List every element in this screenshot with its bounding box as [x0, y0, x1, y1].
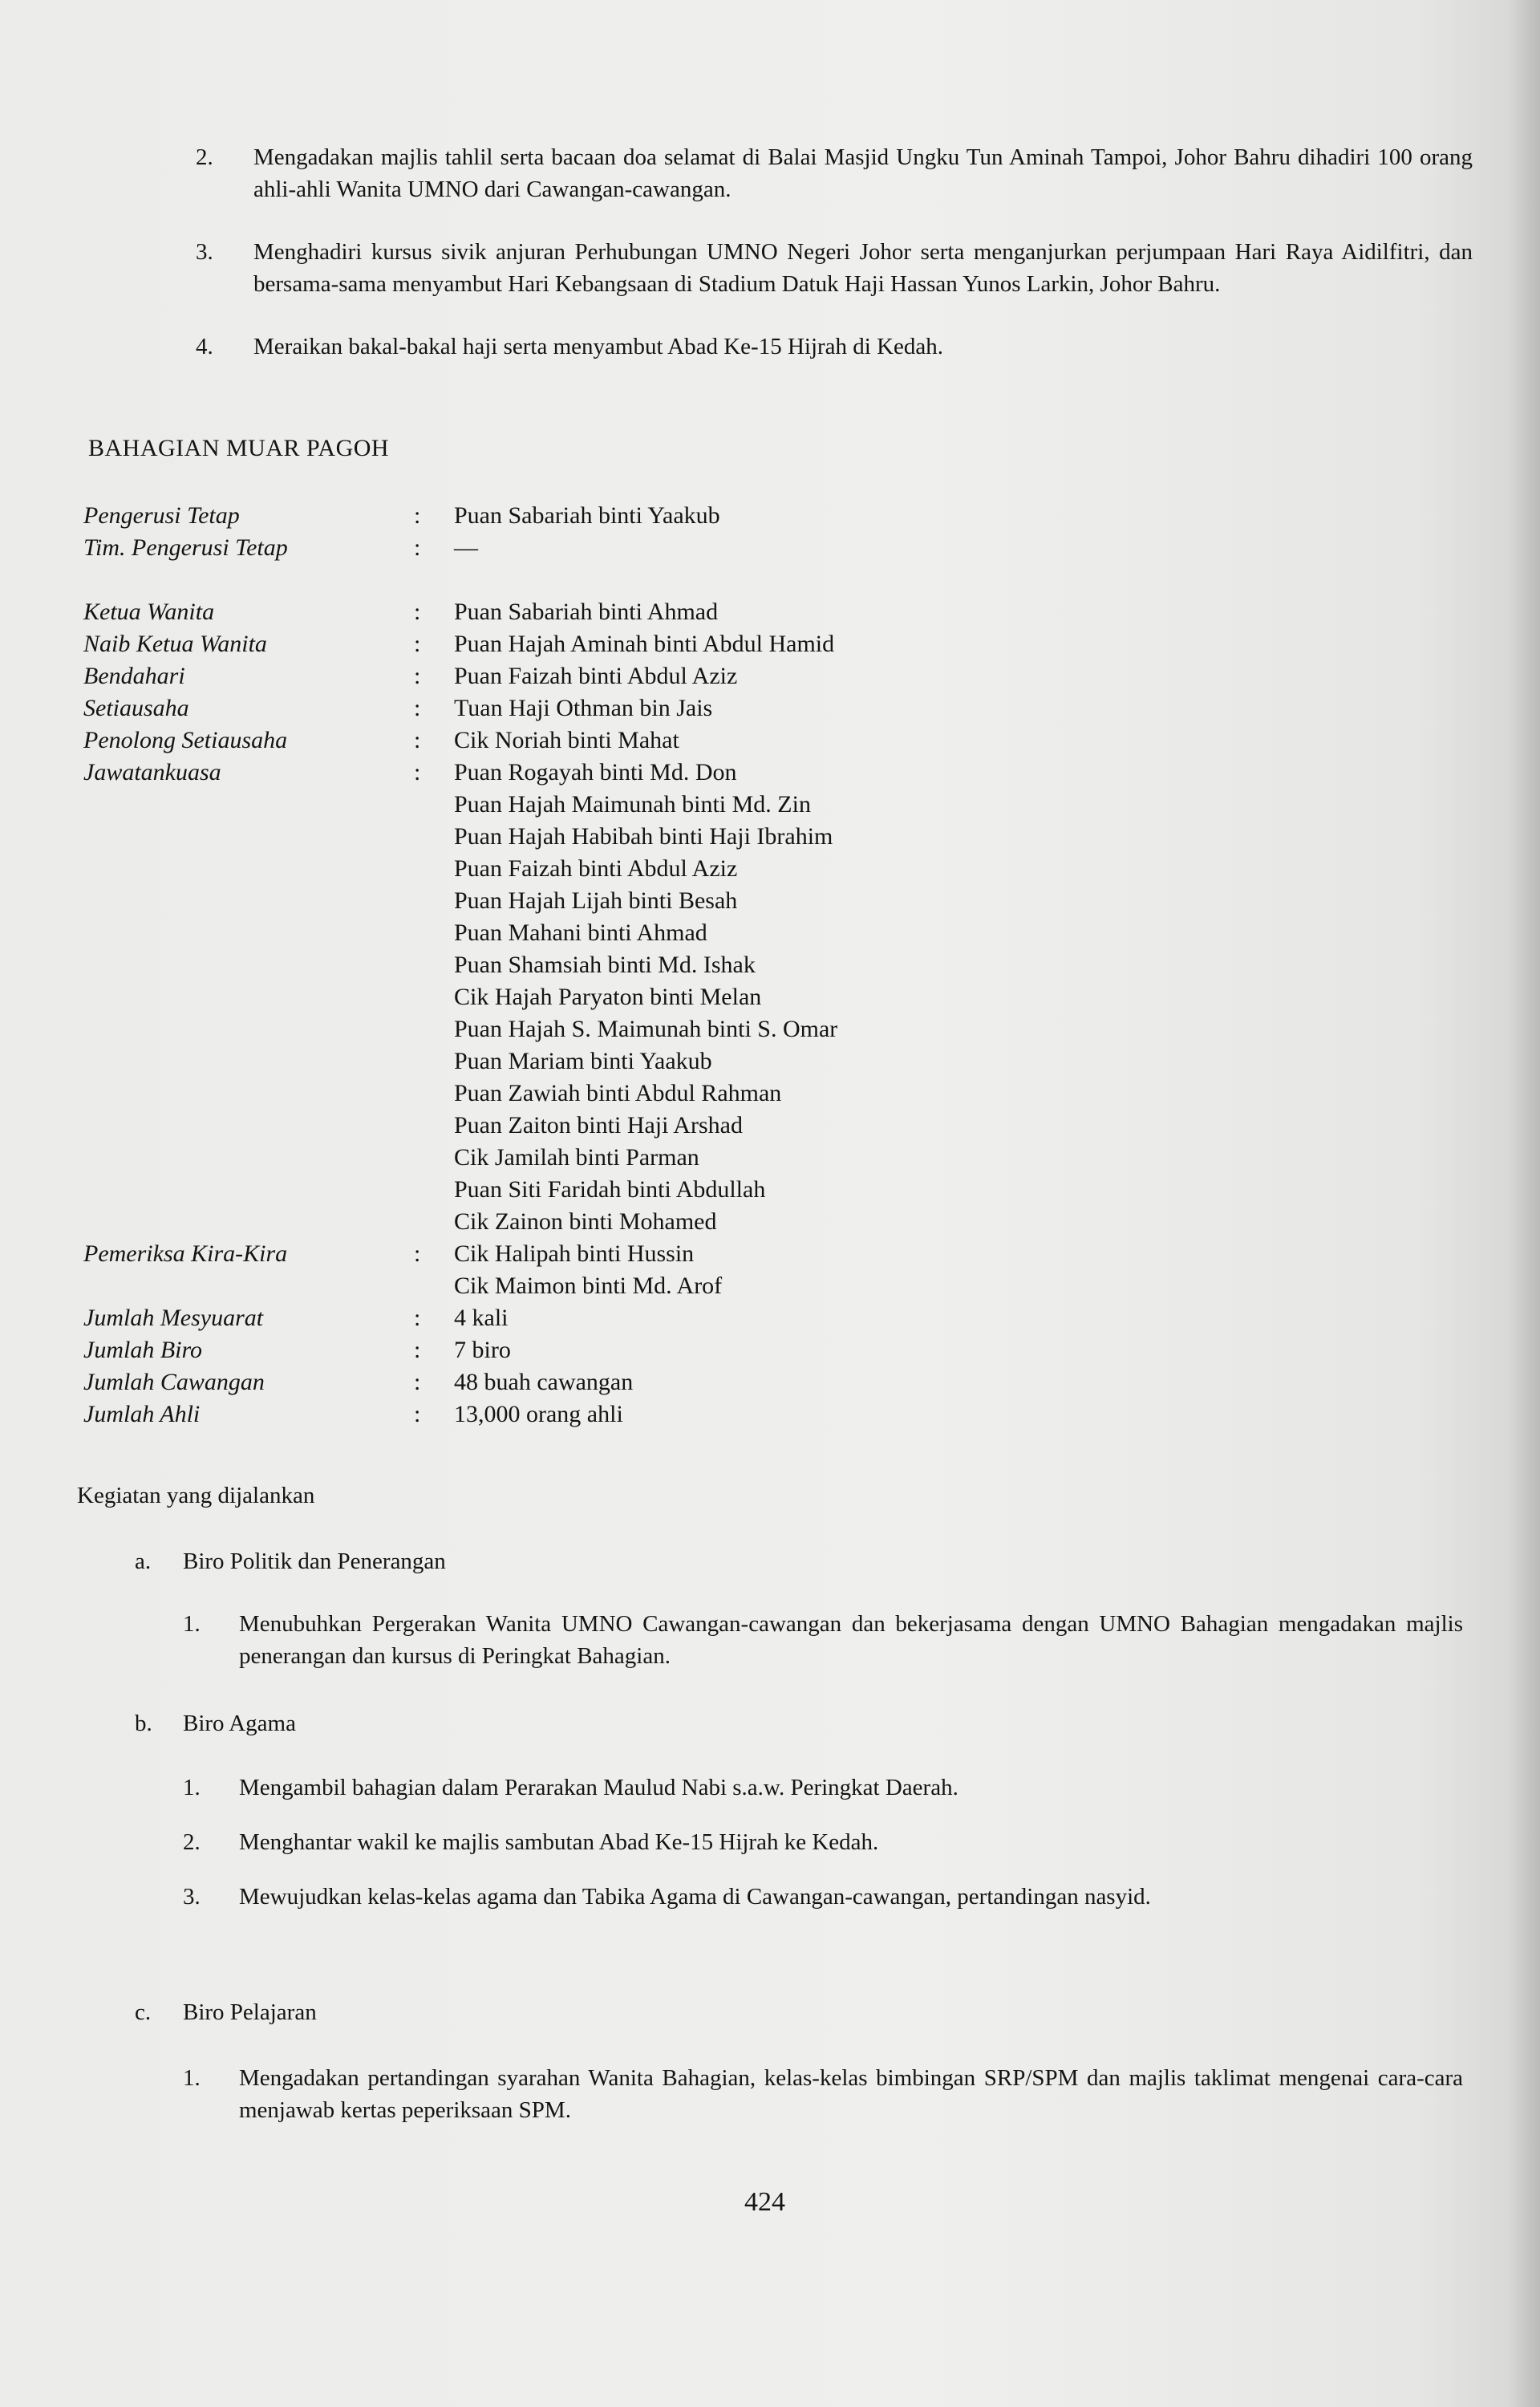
officer-row — [83, 1398, 1015, 1431]
officer-colon: : — [414, 1337, 421, 1363]
section-heading: Biro Politik dan Penerangan — [183, 1549, 446, 1574]
officer-role — [83, 1270, 414, 1302]
officer-row — [83, 1045, 1015, 1078]
officer-name: Puan Mahani binti Ahmad — [454, 919, 707, 946]
officer-name — [454, 564, 1015, 596]
officer-role: Ketua Wanita — [83, 599, 215, 625]
officer-colon: : — [414, 1369, 421, 1395]
officer-row — [83, 532, 1015, 564]
list-item — [183, 1608, 1463, 1672]
officer-row — [83, 1110, 1015, 1142]
officer-row — [83, 500, 1015, 532]
officer-colon — [414, 917, 454, 949]
officer-name: Puan Sabariah binti Yaakub — [454, 502, 720, 529]
officer-row — [83, 692, 1015, 725]
officer-role — [83, 821, 414, 853]
officer-name: Puan Shamsiah binti Md. Ishak — [454, 952, 756, 978]
officer-colon — [414, 789, 454, 821]
officer-row — [83, 1302, 1015, 1334]
officer-name: Cik Noriah binti Mahat — [454, 727, 679, 753]
officer-role — [83, 853, 414, 885]
item-text: Menghadiri kursus sivik anjuran Perhubungan UMNO Negeri Johor serta menganjurkan perjumpaan Hari Raya Aidilfitri, dan bersama-sama menyambut Hari Kebangsaan di Stadium Datuk Haji Hassan Yunos Larkin, Johor Bahru. — [253, 239, 1473, 297]
top-items-list — [196, 141, 1473, 363]
officer-colon: : — [414, 599, 421, 625]
officer-name: Puan Hajah Lijah binti Besah — [454, 887, 738, 914]
officer-row — [83, 949, 1015, 981]
officer-colon: : — [414, 1240, 421, 1267]
item-text: Meraikan bakal-bakal haji serta menyambut Abad Ke-15 Hijrah di Kedah. — [253, 334, 944, 359]
officer-colon: : — [414, 695, 421, 721]
officer-name: Puan Mariam binti Yaakub — [454, 1048, 712, 1074]
officer-name: — — [454, 534, 478, 561]
item-text: Mengadakan pertandingan syarahan Wanita Bahagian, kelas-kelas bimbingan SRP/SPM dan majlis taklimat mengenai cara-cara menjawab kertas peperiksaan SPM. — [239, 2065, 1463, 2123]
officer-name: Cik Maimon binti Md. Arof — [454, 1273, 723, 1299]
officer-name: Puan Rogayah binti Md. Don — [454, 759, 737, 785]
officer-role: Jumlah Mesyuarat — [83, 1305, 264, 1331]
item-number: 3. — [183, 1884, 201, 1910]
officer-colon — [414, 821, 454, 853]
officer-colon — [414, 949, 454, 981]
officer-colon: : — [414, 663, 421, 689]
officer-role — [83, 1045, 414, 1078]
officer-name: Puan Hajah Habibah binti Haji Ibrahim — [454, 823, 833, 850]
officer-row — [83, 789, 1015, 821]
officer-colon — [414, 981, 454, 1013]
officer-role: Jumlah Ahli — [83, 1401, 201, 1427]
officer-role — [83, 885, 414, 917]
section-b-header — [135, 1707, 296, 1739]
officer-row — [83, 821, 1015, 853]
officer-role — [83, 1174, 414, 1206]
section-heading: Biro Agama — [183, 1711, 296, 1736]
officer-role: Jumlah Cawangan — [83, 1369, 265, 1395]
officer-name: Puan Sabariah binti Ahmad — [454, 599, 719, 625]
officer-name: Puan Faizah binti Abdul Aziz — [454, 855, 738, 882]
list-item — [196, 141, 1473, 205]
officer-name: Puan Hajah S. Maimunah binti S. Omar — [454, 1016, 838, 1042]
officer-row — [83, 725, 1015, 757]
section-b-items — [183, 1772, 1463, 1913]
officer-row — [83, 757, 1015, 789]
officer-colon: : — [414, 727, 421, 753]
officers-table-wrap — [83, 500, 1015, 1431]
officers-table — [83, 500, 1015, 1431]
officer-role — [83, 1013, 414, 1045]
officer-name: Cik Jamilah binti Parman — [454, 1144, 699, 1171]
list-item — [183, 1881, 1463, 1913]
item-number: 4. — [196, 334, 213, 359]
item-text: Menghantar wakil ke majlis sambutan Abad Ke-15 Hijrah ke Kedah. — [239, 1829, 879, 1855]
officer-name: 48 buah cawangan — [454, 1369, 634, 1395]
section-a-items — [183, 1608, 1463, 1672]
item-text: Mengadakan majlis tahlil serta bacaan doa selamat di Balai Masjid Ungku Tun Aminah Tampoi, Johor Bahru dihadiri 100 orang ahli-ahli Wanita UMNO dari Cawangan-cawangan. — [253, 144, 1473, 202]
officer-role — [83, 1110, 414, 1142]
list-item — [183, 1772, 1463, 1804]
officer-name: Cik Halipah binti Hussin — [454, 1240, 695, 1267]
officer-role: Naib Ketua Wanita — [83, 631, 267, 657]
list-item — [196, 331, 1473, 363]
section-a-header — [135, 1545, 446, 1577]
officer-row — [83, 1013, 1015, 1045]
officer-row — [83, 885, 1015, 917]
officer-name: 4 kali — [454, 1305, 509, 1331]
officer-colon: : — [414, 534, 421, 561]
officer-name: Cik Zainon binti Mohamed — [454, 1208, 717, 1235]
officer-role — [83, 981, 414, 1013]
officer-row — [83, 628, 1015, 660]
page-number: 424 — [744, 2187, 785, 2217]
officer-row — [83, 1270, 1015, 1302]
item-number: 2. — [183, 1829, 201, 1855]
officer-role — [83, 949, 414, 981]
officer-role — [83, 564, 414, 596]
list-item — [183, 1826, 1463, 1858]
officer-colon — [414, 1142, 454, 1174]
section-heading: Biro Pelajaran — [183, 1999, 317, 2025]
officer-colon — [414, 1206, 454, 1238]
officer-role — [83, 917, 414, 949]
officer-row — [83, 1206, 1015, 1238]
officer-row — [83, 853, 1015, 885]
officer-role: Penolong Setiausaha — [83, 727, 288, 753]
officer-colon — [414, 1045, 454, 1078]
officer-name: Puan Zawiah binti Abdul Rahman — [454, 1080, 782, 1106]
officer-colon — [414, 1110, 454, 1142]
officer-name: 7 biro — [454, 1337, 511, 1363]
officer-name: Puan Faizah binti Abdul Aziz — [454, 663, 738, 689]
officer-row — [83, 1366, 1015, 1398]
item-text: Menubuhkan Pergerakan Wanita UMNO Cawangan-cawangan dan bekerjasama dengan UMNO Bahagian mengadakan majlis penerangan dan kursus di Peringkat Bahagian. — [239, 1611, 1463, 1669]
officer-role: Pemeriksa Kira-Kira — [83, 1240, 288, 1267]
officer-row — [83, 1142, 1015, 1174]
activities-title: Kegiatan yang dijalankan — [77, 1483, 315, 1508]
officer-role — [83, 1142, 414, 1174]
officer-name: Cik Hajah Paryaton binti Melan — [454, 984, 762, 1010]
officer-colon: : — [414, 502, 421, 529]
officer-name: Puan Siti Faridah binti Abdullah — [454, 1176, 766, 1203]
officer-colon: : — [414, 1401, 421, 1427]
section-c-header — [135, 1996, 317, 2028]
item-number: 1. — [183, 1611, 201, 1637]
section-label: c. — [135, 1999, 152, 2025]
officer-role — [83, 1078, 414, 1110]
officer-colon — [414, 853, 454, 885]
section-c-items — [183, 2062, 1463, 2126]
officer-role: Pengerusi Tetap — [83, 502, 240, 529]
officer-colon — [414, 1174, 454, 1206]
officer-colon — [414, 885, 454, 917]
officer-role — [83, 789, 414, 821]
item-number: 2. — [196, 144, 213, 170]
item-text: Mengambil bahagian dalam Perarakan Maulud Nabi s.a.w. Peringkat Daerah. — [239, 1775, 958, 1800]
officer-row — [83, 1078, 1015, 1110]
officer-colon — [414, 1270, 454, 1302]
officer-row — [83, 660, 1015, 692]
officer-role: Setiausaha — [83, 695, 189, 721]
officer-role: Tim. Pengerusi Tetap — [83, 534, 288, 561]
officer-colon — [414, 1013, 454, 1045]
officer-colon: : — [414, 631, 421, 657]
officer-row — [83, 596, 1015, 628]
officer-name: Tuan Haji Othman bin Jais — [454, 695, 713, 721]
officer-colon: : — [414, 1305, 421, 1331]
officer-row — [83, 1174, 1015, 1206]
officer-role: Jumlah Biro — [83, 1337, 203, 1363]
item-number: 1. — [183, 1775, 201, 1800]
officer-colon: : — [414, 759, 421, 785]
item-text: Mewujudkan kelas-kelas agama dan Tabika Agama di Cawangan-cawangan, pertandingan nasyid. — [239, 1884, 1151, 1910]
officer-name: Puan Hajah Aminah binti Abdul Hamid — [454, 631, 835, 657]
officer-role: Bendahari — [83, 663, 185, 689]
officer-name: Puan Zaiton binti Haji Arshad — [454, 1112, 743, 1139]
officer-row — [83, 564, 1015, 596]
officer-row — [83, 1238, 1015, 1270]
officer-role — [83, 1206, 414, 1238]
officer-row — [83, 981, 1015, 1013]
section-title: BAHAGIAN MUAR PAGOH — [88, 435, 390, 461]
section-label: a. — [135, 1549, 152, 1574]
list-item — [183, 2062, 1463, 2126]
page-edge-shadow — [1508, 0, 1540, 2407]
item-number: 1. — [183, 2065, 201, 2091]
officer-row — [83, 1334, 1015, 1366]
item-number: 3. — [196, 239, 213, 265]
officer-role: Jawatankuasa — [83, 759, 221, 785]
officer-colon — [414, 564, 454, 596]
officer-colon — [414, 1078, 454, 1110]
officer-name: 13,000 orang ahli — [454, 1401, 623, 1427]
section-label: b. — [135, 1711, 152, 1736]
officer-name: Puan Hajah Maimunah binti Md. Zin — [454, 791, 811, 818]
list-item — [196, 236, 1473, 300]
officer-row — [83, 917, 1015, 949]
